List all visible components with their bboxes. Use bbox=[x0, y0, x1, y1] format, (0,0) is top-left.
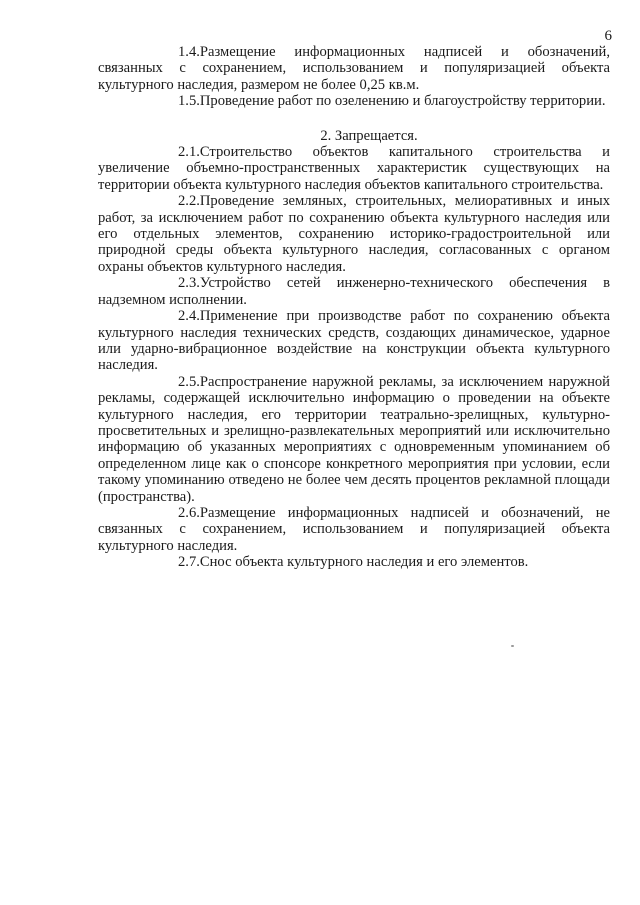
clause-number: 2.3. bbox=[178, 275, 200, 292]
clause-2-1 bbox=[98, 144, 610, 193]
clause-number: 2.4. bbox=[178, 308, 200, 325]
page-number: 6 bbox=[604, 28, 612, 44]
clause-text: Строительство объектов капитального строительства и увеличение объемно-пространственных характеристик существующих на территории объекта культурного наследия объектов капитального строительства. bbox=[98, 144, 610, 193]
clause-text: Снос объекта культурного наследия и его элементов. bbox=[199, 554, 529, 571]
clause-number: 1.4. bbox=[178, 44, 200, 60]
scan-speck bbox=[511, 645, 514, 647]
clause-number: 2.7. bbox=[178, 554, 200, 571]
clause-text: Проведение работ по озеленению и благоустройству территории. bbox=[199, 93, 606, 110]
clause-2-7 bbox=[98, 554, 610, 570]
clause-number: 1.5. bbox=[178, 93, 200, 110]
clause-2-5 bbox=[98, 374, 610, 505]
clause-2-2 bbox=[98, 193, 610, 275]
clause-1-4 bbox=[98, 44, 610, 93]
clause-text: Размещение информационных надписей и обозначений, связанных с сохранением, использованием и популяризацией объекта культурного наследия, размером не более 0,25 кв.м. bbox=[98, 44, 610, 93]
clause-2-6 bbox=[98, 505, 610, 554]
clause-1-5 bbox=[98, 93, 610, 109]
document-body bbox=[98, 44, 610, 571]
clause-text: Устройство сетей инженерно-технического обеспечения в надземном исполнении. bbox=[98, 275, 610, 308]
clause-text: Применение при производстве работ по сохранению объекта культурного наследия технических средств, создающих динамическое, ударное или ударно-вибрационное воздействие на конструкции объекта культурного наследия. bbox=[98, 308, 610, 374]
clause-text: Размещение информационных надписей и обозначений, не связанных с сохранением, использованием и популяризацией объекта культурного наследия. bbox=[98, 504, 610, 554]
clause-number: 2.2. bbox=[178, 193, 200, 210]
clause-number: 2.1. bbox=[178, 144, 200, 161]
clause-2-3 bbox=[98, 275, 610, 308]
section-2-heading: 2. Запрещается. bbox=[320, 127, 418, 144]
clause-text: Распространение наружной рекламы, за исключением наружной рекламы, содержащей исключительно информацию о проведении на объекте культурного наследия, его территории театрально-зрелищных, культурно-просветительных и зрелищно-развлекательных мероприятий или исключительно информацию об указанных мероприятиях с одновременным упоминанием об определенном лице как о спонсоре конкретного мероприятия при условии, если такому упоминанию отведено не более чем десять процентов рекламной площади (пространства). bbox=[98, 373, 610, 505]
clause-text: Проведение земляных, строительных, мелиоративных и иных работ, за исключением работ по сохранению объекта культурного наследия или его отдельных элементов, сохранению историко-градостроительной или природной среды объекта культурного наследия, согласованных с органом охраны объектов культурного наследия. bbox=[98, 193, 610, 275]
clause-2-4 bbox=[98, 308, 610, 374]
clause-number: 2.5. bbox=[178, 373, 200, 390]
clause-number: 2.6. bbox=[178, 504, 200, 521]
